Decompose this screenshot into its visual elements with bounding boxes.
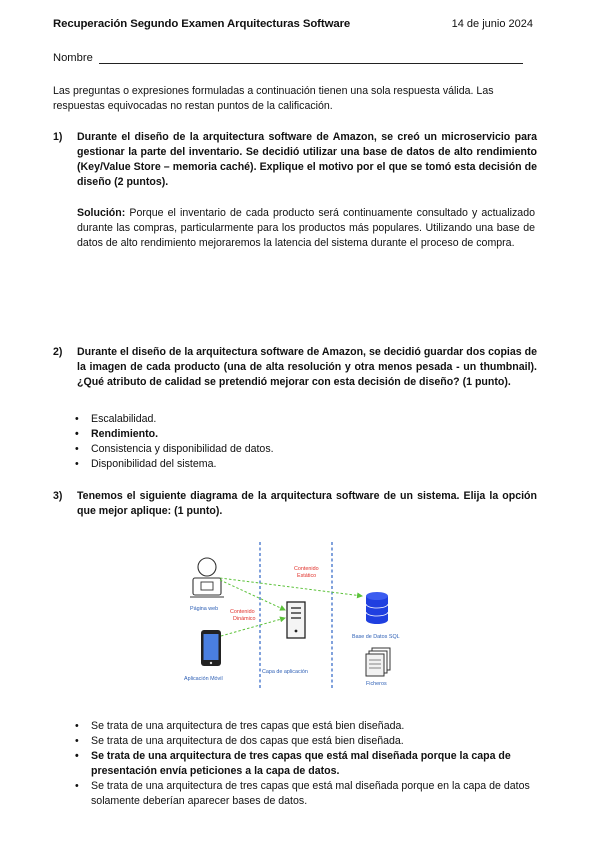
exam-title: Recuperación Segundo Examen Arquitecturas Software bbox=[53, 18, 351, 30]
option bbox=[75, 734, 535, 749]
question-number: 2) bbox=[53, 346, 63, 358]
option-text: Escalabilidad. bbox=[91, 413, 157, 425]
web-page-label: Página web bbox=[190, 606, 219, 612]
question-2 bbox=[53, 345, 537, 407]
name-blank-line bbox=[99, 63, 523, 64]
question-text: Tenemos el siguiente diagrama de la arquitectura software de un sistema. Elija la opción que mejor aplique: (1 punto). bbox=[77, 490, 537, 517]
architecture-diagram bbox=[176, 540, 424, 690]
static-content-label-2: Estático bbox=[297, 573, 317, 579]
page-header bbox=[53, 18, 533, 36]
option-text: Rendimiento. bbox=[91, 428, 159, 440]
static-content-label-1: Contenido bbox=[294, 566, 319, 572]
bullet: • bbox=[75, 443, 79, 455]
question-3-options bbox=[75, 719, 535, 809]
bullet: • bbox=[75, 780, 79, 792]
files-label: Ficheros bbox=[366, 681, 387, 687]
option bbox=[75, 779, 535, 809]
name-label: Nombre bbox=[53, 52, 93, 64]
dynamic-content-label-2: Dinámico bbox=[233, 616, 256, 622]
solution-label: Solución: bbox=[77, 207, 126, 219]
option bbox=[75, 442, 515, 457]
option-text: Se trata de una arquitectura de tres capas que está bien diseñada. bbox=[91, 720, 405, 732]
arrow-web-to-db bbox=[220, 578, 362, 596]
solution-text: Porque el inventario de cada producto será continuamente consultado y actualizado durante las compras, particularmente para los productos más populares. Utilizando una base de datos de alto rendimiento mejoraremos la latencia del sistema durante el proceso de compra. bbox=[77, 207, 535, 249]
server-icon bbox=[287, 602, 305, 638]
option-text: Se trata de una arquitectura de tres capas que está mal diseñada porque la capa de presentación envía peticiones a la capa de datos. bbox=[91, 750, 511, 777]
web-page-icon bbox=[190, 558, 224, 597]
question-number: 1) bbox=[53, 131, 63, 143]
name-field bbox=[53, 52, 523, 68]
exam-date: 14 de junio 2024 bbox=[451, 18, 533, 30]
question-text: Durante el diseño de la arquitectura software de Amazon, se creó un microservicio para gestionar la parte del inventario. Se decidió utilizar una base de datos de alto rendimiento (Key/Value Store – memoria caché). Explique el motivo por el que se tomó esta decisión de diseño (2 puntos). bbox=[77, 131, 537, 188]
bullet: • bbox=[75, 413, 79, 425]
option bbox=[75, 457, 515, 472]
option-text: Disponibilidad del sistema. bbox=[91, 458, 217, 470]
app-layer-label: Capa de aplicación bbox=[262, 669, 308, 675]
bullet: • bbox=[75, 750, 79, 762]
dynamic-content-label-1: Contenido bbox=[230, 609, 255, 615]
question-1 bbox=[53, 130, 537, 192]
sql-db-label: Base de Datos SQL bbox=[352, 634, 400, 640]
bullet: • bbox=[75, 428, 79, 440]
option-text: Se trata de una arquitectura de tres capas que está mal diseñada porque en la capa de datos solamente deberían aparecer bases de datos. bbox=[91, 780, 530, 807]
question-number: 3) bbox=[53, 490, 63, 502]
option-correct bbox=[75, 749, 535, 779]
question-text: Durante el diseño de la arquitectura software de Amazon, se decidió guardar dos copias de la imagen de cada producto (una de alta resolución y otra menos pesada - un thumbnail). ¿Qué atributo de calidad se pretendió mejorar con esta decisión de diseño? (1 punto). bbox=[77, 346, 537, 388]
files-icon bbox=[366, 648, 390, 676]
mobile-app-label: Aplicación Móvil bbox=[184, 676, 223, 682]
mobile-phone-icon bbox=[201, 630, 221, 666]
question-2-options bbox=[75, 412, 515, 472]
solution-1 bbox=[77, 206, 535, 251]
option-text: Consistencia y disponibilidad de datos. bbox=[91, 443, 274, 455]
option bbox=[75, 412, 515, 427]
instructions: Las preguntas o expresiones formuladas a continuación tienen una sola respuesta válida. Las respuestas equivocadas no restan puntos de la calificación. bbox=[53, 85, 494, 112]
architecture-diagram-svg bbox=[176, 540, 424, 690]
bullet: • bbox=[75, 735, 79, 747]
option-text: Se trata de una arquitectura de dos capas que está bien diseñada. bbox=[91, 735, 404, 747]
database-icon bbox=[366, 592, 388, 624]
option-correct bbox=[75, 427, 515, 442]
question-3 bbox=[53, 489, 537, 521]
bullet: • bbox=[75, 720, 79, 732]
option bbox=[75, 719, 535, 734]
bullet: • bbox=[75, 458, 79, 470]
